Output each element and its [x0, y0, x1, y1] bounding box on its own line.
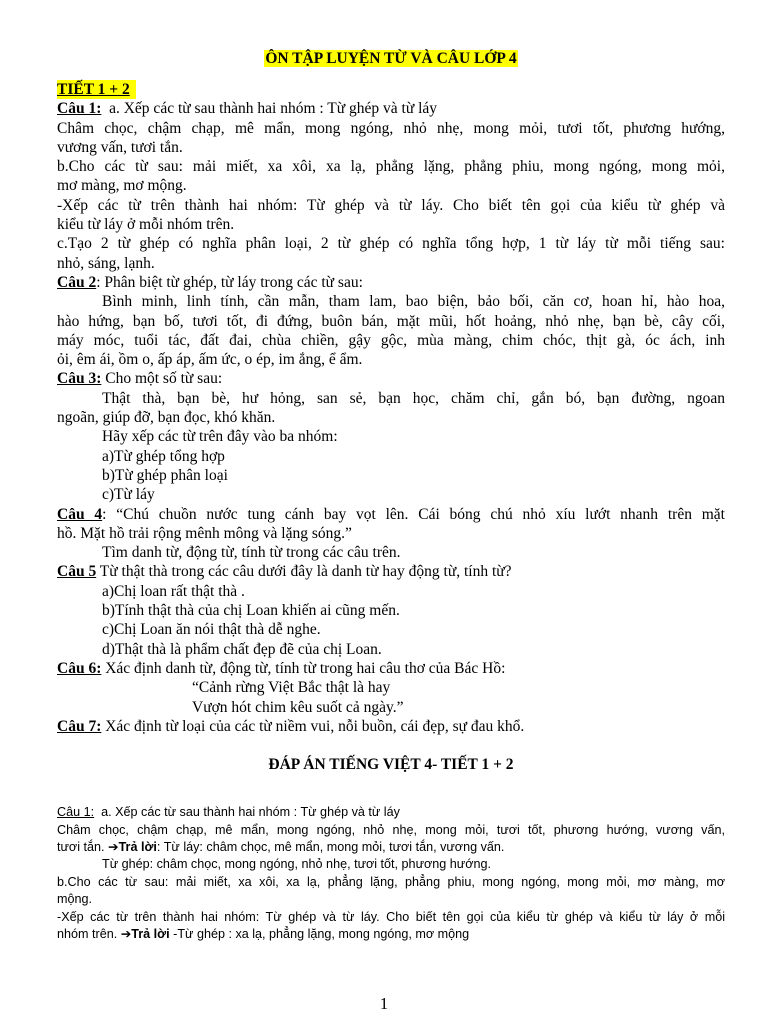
- question-7: Câu 7: Xác định từ loại của các từ niềm vui, nỗi buồn, cái đẹp, sự đau khổ.: [57, 717, 525, 735]
- question-7-label: Câu 7:: [57, 717, 102, 735]
- question-6-poem-line-1: “Cảnh rừng Việt Bắc thật là hay: [192, 679, 391, 697]
- answer-line-3: Từ ghép: châm chọc, mong ngóng, nhỏ nhẹ, tươi tốt, phương hướng.: [102, 857, 491, 872]
- answer-line-6: -Xếp các từ trên thành hai nhóm: Từ ghép và từ láy. Cho biết tên gọi của kiểu từ ghép và kiểu từ láy ở mỗi: [57, 909, 725, 924]
- answer-line-1: Châm chọc, chậm chạp, mê mẩn, mong ngóng, nhỏ nhẹ, mong mỏi, tươi tốt, phương hướng, vương vấn,: [57, 822, 725, 837]
- question-1-b-line-1: b.Cho các từ sau: mải miết, xa xôi, xa lạ, phẳng lặng, phẳng phiu, mong ngóng, mong mỏi,: [57, 158, 725, 176]
- question-2-words-line-3: máy móc, tuổi tác, đất đai, chùa chiền, gậy gộc, mùa màng, chim chóc, thịt gà, óc ách, inh: [57, 331, 725, 349]
- question-1-b-line-2: mơ màng, mơ mộng.: [57, 177, 187, 195]
- answer-line-2: tươi tắn. ➔Trả lời: Từ láy: châm chọc, mê mẩn, mong mỏi, tươi tắn, vương vấn.: [57, 839, 505, 854]
- question-3-words-line-1: Thật thà, bạn bè, hư hỏng, san sẻ, bạn học, chăm chỉ, gắn bó, bạn đường, ngoan: [102, 389, 725, 407]
- section-heading: TIẾT 1 + 2: [57, 80, 136, 99]
- question-5-option-d: d)Thật thà là phẩm chất đẹp đẽ của chị Loan.: [102, 640, 382, 658]
- question-1-label: Câu 1:: [57, 100, 102, 118]
- question-4-task: Tìm danh từ, động từ, tính từ trong các câu trên.: [102, 544, 401, 562]
- document-page: [57, 50, 725, 943]
- question-5-option-c: c)Chị Loan ăn nói thật thà dễ nghe.: [102, 621, 321, 639]
- question-3-option-c: c)Từ láy: [102, 486, 155, 504]
- answer-line-7: nhóm trên. ➔Trả lời -Từ ghép : xa lạ, phẳng lặng, mong ngóng, mơ mộng: [57, 926, 470, 941]
- question-2-label: Câu 2: [57, 273, 97, 291]
- answer-label: Trả lời: [131, 926, 170, 941]
- page-number: 1: [379, 994, 389, 1013]
- question-1-b-task-line-2: kiểu từ láy ở mỗi nhóm trên.: [57, 216, 235, 234]
- answer-title: ĐÁP ÁN TIẾNG VIỆT 4- TIẾT 1 + 2: [268, 756, 514, 774]
- question-4: Câu 4: “Chú chuồn nước tung cánh bay vọt lên. Cái bóng chú nhỏ xíu lướt nhanh trên mặt: [57, 505, 725, 523]
- question-6-label: Câu 6:: [57, 659, 102, 677]
- question-2-words-line-1: Bình minh, linh tính, cần mẫn, tham lam, bao biện, bảo bối, căn cơ, hoan hỉ, hào hoa,: [102, 293, 725, 311]
- question-1-words-line-1: Châm chọc, chậm chạp, mê mẩn, mong ngóng, nhỏ nhẹ, mong mỏi, tươi tốt, phương hướng,: [57, 119, 725, 137]
- question-1-words-line-2: vương vấn, tươi tắn.: [57, 138, 183, 156]
- page-title: ÔN TẬP LUYỆN TỪ VÀ CÂU LỚP 4: [265, 50, 517, 67]
- question-3-words-line-2: ngoãn, giúp đỡ, bạn đọc, khó khăn.: [57, 409, 276, 427]
- question-5-option-a: a)Chị loan rất thật thà .: [102, 582, 245, 600]
- question-2-words-line-4: ỏi, êm ái, ồm o, ấp áp, ấm ức, o ép, im ắng, ể ẩm.: [57, 351, 363, 369]
- question-1: Câu 1: a. Xếp các từ sau thành hai nhóm : Từ ghép và từ láy: [57, 100, 438, 118]
- question-1-c-line-2: nhỏ, sáng, lạnh.: [57, 254, 155, 272]
- answer-line-4: b.Cho các từ sau: mải miết, xa xôi, xa lạ, phẳng lặng, phẳng phiu, mong ngóng, mong mỏi, mơ màng, mơ: [57, 874, 725, 889]
- question-1-b-task-line-1: -Xếp các từ trên thành hai nhóm: Từ ghép và từ láy. Cho biết tên gọi của kiểu từ ghép và: [57, 196, 725, 214]
- question-5-label: Câu 5: [57, 563, 97, 581]
- question-1-c-line-1: c.Tạo 2 từ ghép có nghĩa phân loại, 2 từ ghép có nghĩa tổng hợp, 1 từ láy từ mỗi tiếng sau:: [57, 235, 725, 253]
- question-3-label: Câu 3:: [57, 370, 102, 388]
- question-2-words-line-2: hào hứng, bạn bố, tươi tốt, đi đứng, buôn bán, mặt mũi, hốt hoảng, nhỏ nhẹ, bạn bè, cây cối,: [57, 312, 725, 330]
- question-6: Câu 6: Xác định danh từ, động từ, tính từ trong hai câu thơ của Bác Hồ:: [57, 659, 506, 677]
- answer-line-5: mộng.: [57, 892, 93, 907]
- question-6-poem-line-2: Vượn hót chim kêu suốt cả ngày.”: [192, 698, 404, 716]
- question-3: Câu 3: Cho một số từ sau:: [57, 370, 223, 388]
- question-3-task: Hãy xếp các từ trên đây vào ba nhóm:: [102, 428, 338, 446]
- question-3-option-a: a)Từ ghép tổng hợp: [102, 447, 225, 465]
- question-5: Câu 5 Từ thật thà trong các câu dưới đây là danh từ hay động từ, tính từ?: [57, 563, 512, 581]
- question-4-label: Câu 4: [57, 505, 103, 523]
- answer-label: Trả lời: [118, 839, 157, 854]
- answer-question-1: Câu 1: a. Xếp các từ sau thành hai nhóm : Từ ghép và từ láy: [57, 805, 400, 820]
- question-5-option-b: b)Tính thật thà của chị Loan khiến ai cũng mến.: [102, 602, 400, 620]
- arrow-icon: ➔: [108, 839, 119, 854]
- question-4-line-2: hồ. Mặt hồ trải rộng mênh mông và lặng sóng.”: [57, 524, 352, 542]
- arrow-icon: ➔: [120, 926, 132, 941]
- answer-question-1-label: Câu 1:: [57, 805, 95, 820]
- question-3-option-b: b)Từ ghép phân loại: [102, 466, 228, 484]
- question-2: Câu 2: Phân biệt từ ghép, từ láy trong các từ sau:: [57, 273, 363, 291]
